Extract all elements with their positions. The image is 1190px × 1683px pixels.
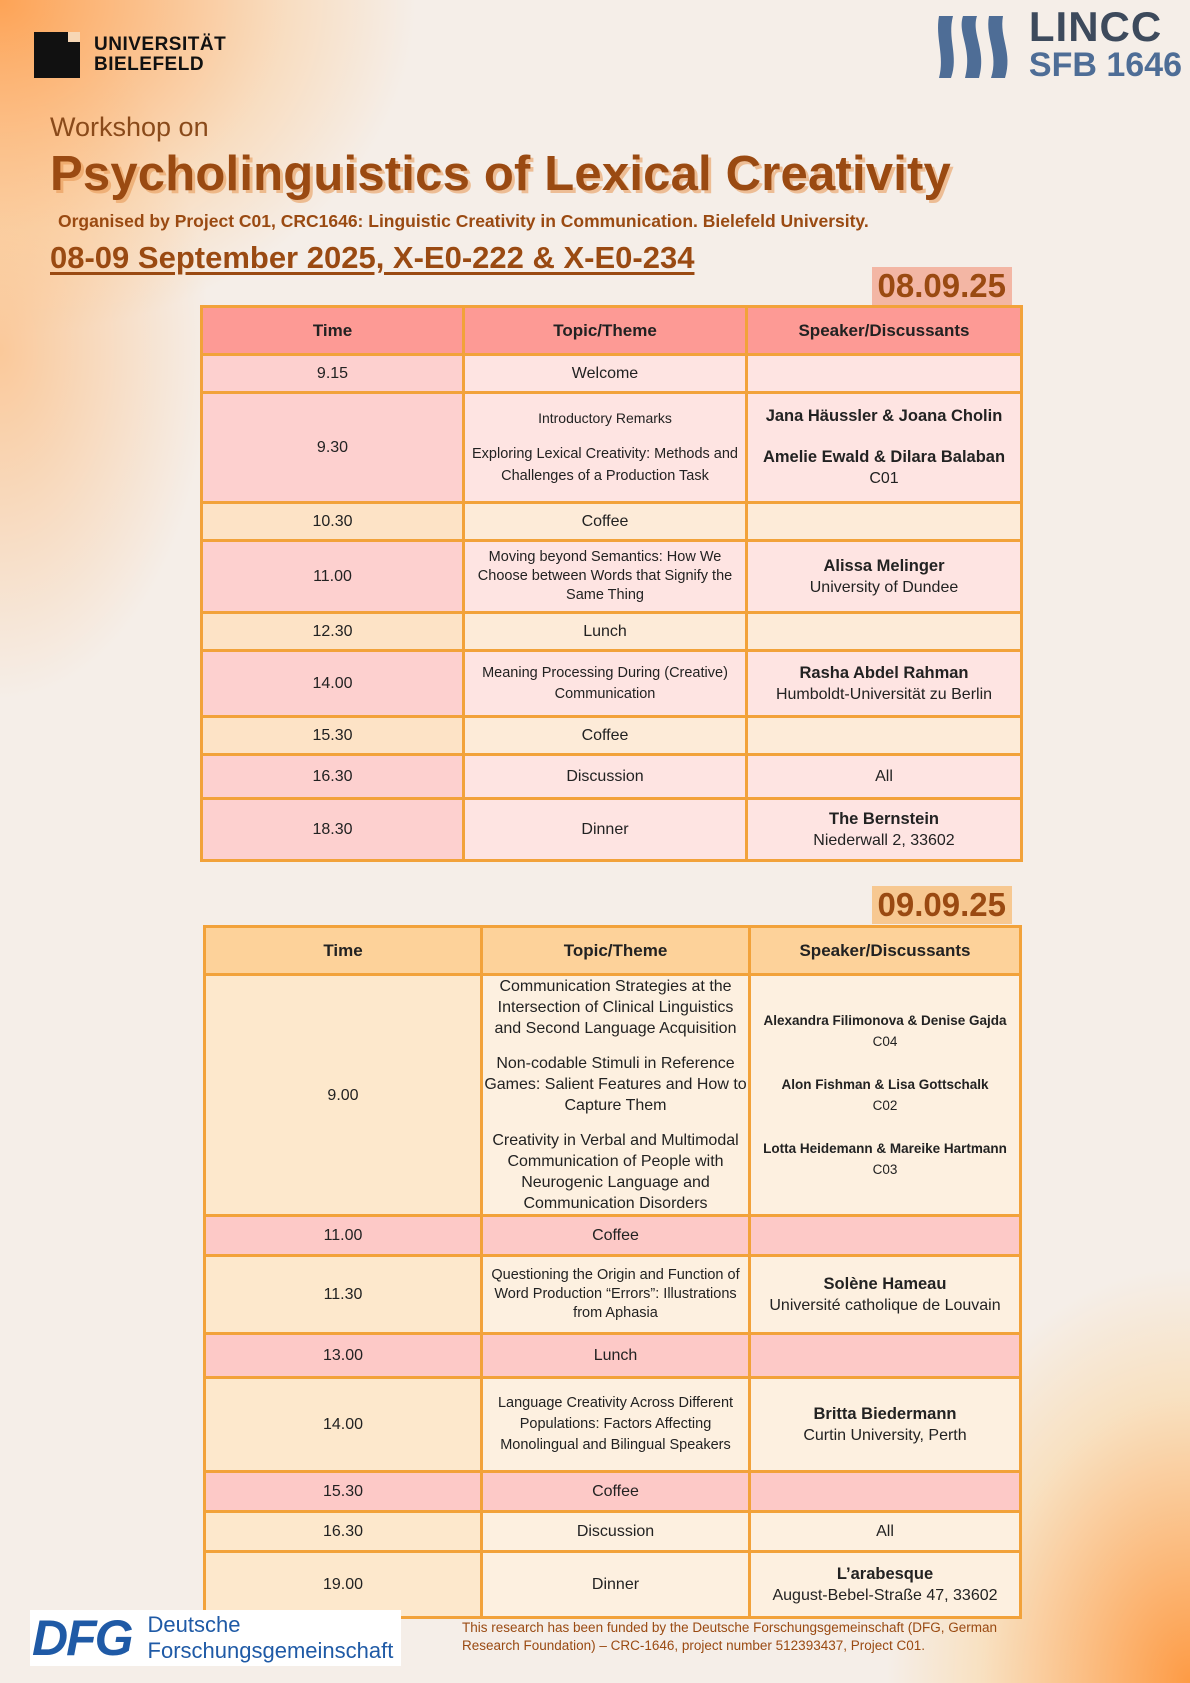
time-cell: 14.00 bbox=[202, 651, 464, 717]
university-logo-mark bbox=[34, 32, 80, 78]
table-row bbox=[202, 393, 1022, 503]
speaker-affiliation: C01 bbox=[869, 470, 899, 487]
header-speaker: Speaker/Discussants bbox=[750, 927, 1021, 975]
table-row bbox=[205, 975, 1021, 1216]
speaker-cell bbox=[750, 1378, 1021, 1472]
day1-schedule-table bbox=[200, 305, 1023, 862]
speaker-affiliation: Curtin University, Perth bbox=[803, 1426, 967, 1444]
topic-cell: Language Creativity Across Different Populations: Factors Affecting Monolingual and Bilingual Speakers bbox=[482, 1378, 750, 1472]
table-row bbox=[205, 1472, 1021, 1512]
table-row bbox=[202, 755, 1022, 799]
speaker-name: Britta Biedermann bbox=[813, 1404, 957, 1423]
page-title: Psycholinguistics of Lexical Creativity bbox=[50, 147, 951, 201]
speaker-cell bbox=[750, 1552, 1021, 1618]
funding-notice: This research has been funded by the Deutsche Forschungsgemeinschaft (DFG, German Research Foundation) – CRC-1646, project number 512393437, Project C01. bbox=[462, 1620, 998, 1653]
speaker-name: Solène Hameau bbox=[823, 1274, 947, 1293]
time-cell: 11.30 bbox=[205, 1256, 482, 1334]
speaker-cell bbox=[747, 541, 1022, 613]
table-row bbox=[205, 1334, 1021, 1378]
university-name-line2: BIELEFELD bbox=[94, 54, 205, 75]
table-row bbox=[202, 355, 1022, 393]
speaker-affiliation: Niederwall 2, 33602 bbox=[813, 831, 955, 849]
speaker-cell bbox=[750, 975, 1021, 1216]
speaker-affiliation: Humboldt-Universität zu Berlin bbox=[775, 685, 993, 703]
header-topic: Topic/Theme bbox=[482, 927, 750, 975]
speaker-cell bbox=[750, 1256, 1021, 1334]
topic-cell: Coffee bbox=[482, 1472, 750, 1512]
topic-text: Introductory Remarks bbox=[538, 410, 672, 426]
speaker-affiliation: C03 bbox=[872, 1162, 898, 1177]
time-cell: 12.30 bbox=[202, 613, 464, 651]
time-cell: 18.30 bbox=[202, 799, 464, 861]
speaker-name: Amelie Ewald & Dilara Balaban bbox=[762, 448, 1006, 466]
time-cell: 15.30 bbox=[202, 717, 464, 755]
workshop-on-label: Workshop on bbox=[50, 112, 209, 142]
time-cell: 13.00 bbox=[205, 1334, 482, 1378]
topic-cell: Meaning Processing During (Creative) Communication bbox=[464, 651, 747, 717]
university-name bbox=[94, 35, 226, 75]
topic-cell: Coffee bbox=[464, 503, 747, 541]
speaker-cell bbox=[747, 355, 1022, 393]
speaker-name: Jana Häussler & Joana Cholin bbox=[765, 407, 1003, 425]
time-cell: 11.00 bbox=[205, 1216, 482, 1256]
university-logo bbox=[34, 32, 226, 78]
topic-cell: Coffee bbox=[464, 717, 747, 755]
speaker-name: Alexandra Filimonova & Denise Gajda bbox=[763, 1013, 1007, 1028]
organiser-line: Organised by Project C01, CRC1646: Linguistic Creativity in Communication. Bielefeld University. bbox=[58, 211, 869, 231]
table-row bbox=[205, 1216, 1021, 1256]
header-speaker: Speaker/Discussants bbox=[747, 307, 1022, 355]
time-cell: 9.30 bbox=[202, 393, 464, 503]
speaker-cell bbox=[747, 393, 1022, 503]
table-row bbox=[202, 799, 1022, 861]
speaker-cell bbox=[747, 717, 1022, 755]
table-header-row bbox=[202, 307, 1022, 355]
speaker-cell bbox=[747, 799, 1022, 861]
topic-cell bbox=[482, 975, 750, 1216]
topic-cell: Moving beyond Semantics: How We Choose between Words that Signify the Same Thing bbox=[464, 541, 747, 613]
lincc-logo bbox=[933, 3, 1182, 84]
time-cell: 16.30 bbox=[205, 1512, 482, 1552]
speaker-name: Rasha Abdel Rahman bbox=[799, 663, 969, 682]
topic-cell: Discussion bbox=[464, 755, 747, 799]
lincc-subtitle: SFB 1646 bbox=[1028, 46, 1182, 84]
speaker-affiliation: University of Dundee bbox=[809, 578, 959, 596]
topic-text: Non-codable Stimuli in Reference Games: Salient Features and How to Capture Them bbox=[484, 1055, 747, 1114]
topic-cell: Coffee bbox=[482, 1216, 750, 1256]
time-cell: 9.00 bbox=[205, 975, 482, 1216]
university-name-line1: UNIVERSITÄT bbox=[94, 34, 227, 55]
dfg-name bbox=[148, 1612, 394, 1664]
topic-cell: Dinner bbox=[482, 1552, 750, 1618]
time-cell: 14.00 bbox=[205, 1378, 482, 1472]
time-cell: 9.15 bbox=[202, 355, 464, 393]
topic-cell bbox=[464, 393, 747, 503]
speaker-name: Alon Fishman & Lisa Gottschalk bbox=[781, 1077, 989, 1092]
table-row bbox=[202, 717, 1022, 755]
topic-text: Exploring Lexical Creativity: Methods and Challenges of a Production Task bbox=[472, 446, 738, 484]
day2-date-label: 09.09.25 bbox=[872, 886, 1012, 924]
lincc-logo-icon bbox=[933, 8, 1021, 84]
header-time: Time bbox=[205, 927, 482, 975]
topic-cell: Lunch bbox=[482, 1334, 750, 1378]
speaker-cell: All bbox=[747, 755, 1022, 799]
speaker-cell bbox=[747, 613, 1022, 651]
speaker-name: Lotta Heidemann & Mareike Hartmann bbox=[763, 1141, 1007, 1156]
speaker-affiliation: C02 bbox=[872, 1098, 898, 1113]
speaker-cell bbox=[750, 1334, 1021, 1378]
dfg-name-line2: Forschungsgemeinschaft bbox=[147, 1638, 394, 1663]
speaker-cell: All bbox=[750, 1512, 1021, 1552]
topic-text: Communication Strategies at the Intersection of Clinical Linguistics and Second Language Acquisition bbox=[494, 978, 737, 1037]
dfg-name-line1: Deutsche bbox=[147, 1612, 241, 1637]
time-cell: 15.30 bbox=[205, 1472, 482, 1512]
dfg-logo bbox=[30, 1610, 401, 1666]
speaker-name: The Bernstein bbox=[828, 809, 940, 828]
speaker-cell bbox=[750, 1216, 1021, 1256]
table-row bbox=[202, 541, 1022, 613]
time-cell: 16.30 bbox=[202, 755, 464, 799]
time-cell: 19.00 bbox=[205, 1552, 482, 1618]
table-row bbox=[205, 1378, 1021, 1472]
speaker-name: Alissa Melinger bbox=[823, 556, 945, 575]
time-cell: 10.30 bbox=[202, 503, 464, 541]
speaker-cell bbox=[747, 651, 1022, 717]
event-dates: 08-09 September 2025, X-E0-222 & X-E0-234 bbox=[50, 240, 695, 275]
table-row bbox=[202, 651, 1022, 717]
topic-cell: Questioning the Origin and Function of Word Production “Errors”: Illustrations from Aphasia bbox=[482, 1256, 750, 1334]
day2-schedule-table bbox=[203, 925, 1022, 1619]
speaker-affiliation: August-Bebel-Straße 47, 33602 bbox=[772, 1586, 998, 1604]
table-row bbox=[205, 1552, 1021, 1618]
table-row bbox=[205, 1512, 1021, 1552]
table-row bbox=[205, 1256, 1021, 1334]
lincc-name: LINCC bbox=[1028, 3, 1163, 50]
header-topic: Topic/Theme bbox=[464, 307, 747, 355]
day1-date-label: 08.09.25 bbox=[872, 267, 1012, 305]
speaker-cell bbox=[747, 503, 1022, 541]
speaker-cell bbox=[750, 1472, 1021, 1512]
header-time: Time bbox=[202, 307, 464, 355]
table-row bbox=[202, 503, 1022, 541]
speaker-affiliation: Université catholique de Louvain bbox=[769, 1296, 1001, 1314]
speaker-name: L’arabesque bbox=[836, 1564, 934, 1583]
topic-text: Creativity in Verbal and Multimodal Communication of People with Neurogenic Language and Communication Disorders bbox=[492, 1132, 739, 1212]
table-header-row bbox=[205, 927, 1021, 975]
topic-cell: Lunch bbox=[464, 613, 747, 651]
dfg-logo-mark: DFG bbox=[32, 1610, 132, 1666]
speaker-affiliation: C04 bbox=[872, 1034, 898, 1049]
time-cell: 11.00 bbox=[202, 541, 464, 613]
topic-cell: Welcome bbox=[464, 355, 747, 393]
table-row bbox=[202, 613, 1022, 651]
topic-cell: Discussion bbox=[482, 1512, 750, 1552]
topic-cell: Dinner bbox=[464, 799, 747, 861]
